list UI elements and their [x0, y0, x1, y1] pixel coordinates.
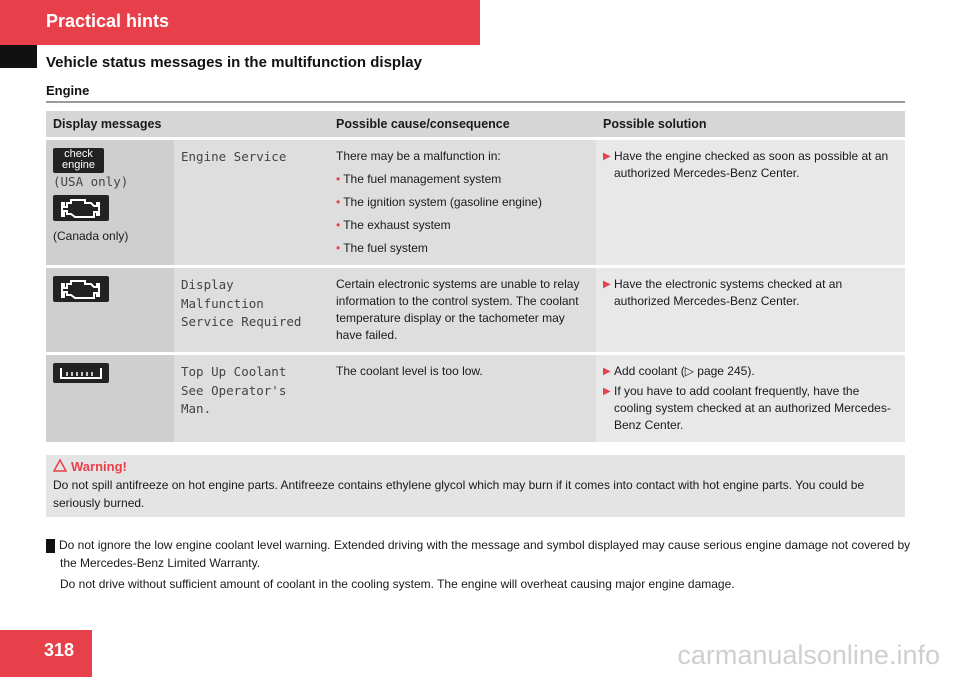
message-line: Man.	[181, 401, 212, 416]
display-icons-cell	[46, 267, 174, 354]
message-line: Top Up Coolant	[181, 364, 287, 379]
cause-text: The coolant level is too low.	[336, 364, 483, 378]
solution-step: ▶ Have the electronic systems checked at an authorized Mercedes-Benz Center.	[603, 277, 843, 308]
message-line: Malfunction	[181, 295, 264, 311]
warning-text: Do not spill antifreeze on hot engine parts. Antifreeze contains ethylene glycol which may burn if it comes into contact with hot engine parts. You could be seriously burned.	[53, 478, 865, 510]
cause-text: Certain electronic systems are unable to relay information to the control system. The coolant temperature display or the tachometer may have failed.	[336, 277, 580, 342]
message-cell	[174, 354, 329, 444]
warning-triangle-icon	[53, 459, 67, 472]
cause-intro: There may be a malfunction in:	[336, 149, 501, 163]
cause-cell	[329, 354, 596, 444]
status-messages-table	[46, 111, 905, 445]
note-block	[41, 536, 911, 593]
display-icons-cell	[46, 354, 174, 444]
table-row	[46, 267, 905, 354]
header-cause: Possible cause/consequence	[329, 111, 596, 139]
engine-diagnostic-icon	[53, 195, 109, 221]
cause-bullet: • The fuel system	[336, 241, 428, 255]
table-row	[46, 139, 905, 267]
header-display-messages: Display messages	[46, 111, 329, 139]
solution-step: ▶ Add coolant (▷ page 245).	[603, 364, 755, 378]
cause-bullet: • The exhaust system	[336, 218, 451, 232]
cause-cell	[329, 267, 596, 354]
message-cell	[174, 139, 329, 267]
engine-diagnostic-icon	[53, 276, 109, 302]
check-engine-icon	[53, 148, 104, 173]
page-number-tab	[0, 630, 92, 677]
message-line: Display	[181, 277, 234, 292]
solution-cell	[596, 267, 905, 354]
message-text: Engine Service	[181, 149, 287, 164]
table-row	[46, 354, 905, 444]
message-line: Service Required	[181, 314, 302, 329]
divider	[46, 101, 905, 103]
chapter-tab	[0, 0, 480, 45]
usa-caption: (USA only)	[53, 174, 129, 189]
solution-step: ▶ If you have to add coolant frequently, have the cooling system checked at an authorized Mercedes-Benz Center.	[603, 384, 891, 432]
note-paragraph-2: Do not drive without sufficient amount of coolant in the cooling system. The engine will overheat causing major engine damage.	[60, 577, 735, 591]
message-line: See Operator's	[181, 382, 287, 398]
coolant-level-icon	[53, 363, 109, 383]
sub-title: Engine	[46, 83, 90, 98]
warning-title: Warning!	[71, 459, 127, 474]
display-icons-cell	[46, 139, 174, 267]
cause-bullet: • The ignition system (gasoline engine)	[336, 195, 542, 209]
watermark: carmanualsonline.info	[677, 640, 940, 670]
message-cell	[174, 267, 329, 354]
table-header-row	[46, 111, 905, 139]
solution-cell	[596, 139, 905, 267]
solution-cell	[596, 354, 905, 444]
chapter-title: Practical hints	[46, 11, 170, 31]
note-paragraph-1: Do not ignore the low engine coolant level warning. Extended driving with the message and symbol displayed may cause serious engine damage not covered by the Mercedes-Benz Limited Warranty.	[59, 538, 911, 570]
cause-bullet: • The fuel management system	[336, 172, 502, 186]
check-engine-icon-text: check engine	[61, 148, 96, 171]
cause-cell	[329, 139, 596, 267]
page-number: 318	[44, 640, 75, 660]
section-marker	[0, 45, 37, 68]
header-solution: Possible solution	[596, 111, 905, 139]
solution-step: ▶ Have the engine checked as soon as possible at an authorized Mercedes-Benz Center.	[603, 149, 889, 180]
canada-caption: (Canada only)	[53, 228, 129, 243]
note-exclamation-icon: !	[46, 539, 55, 553]
warning-box	[46, 455, 905, 517]
section-title: Vehicle status messages in the multifunction display	[46, 54, 422, 71]
